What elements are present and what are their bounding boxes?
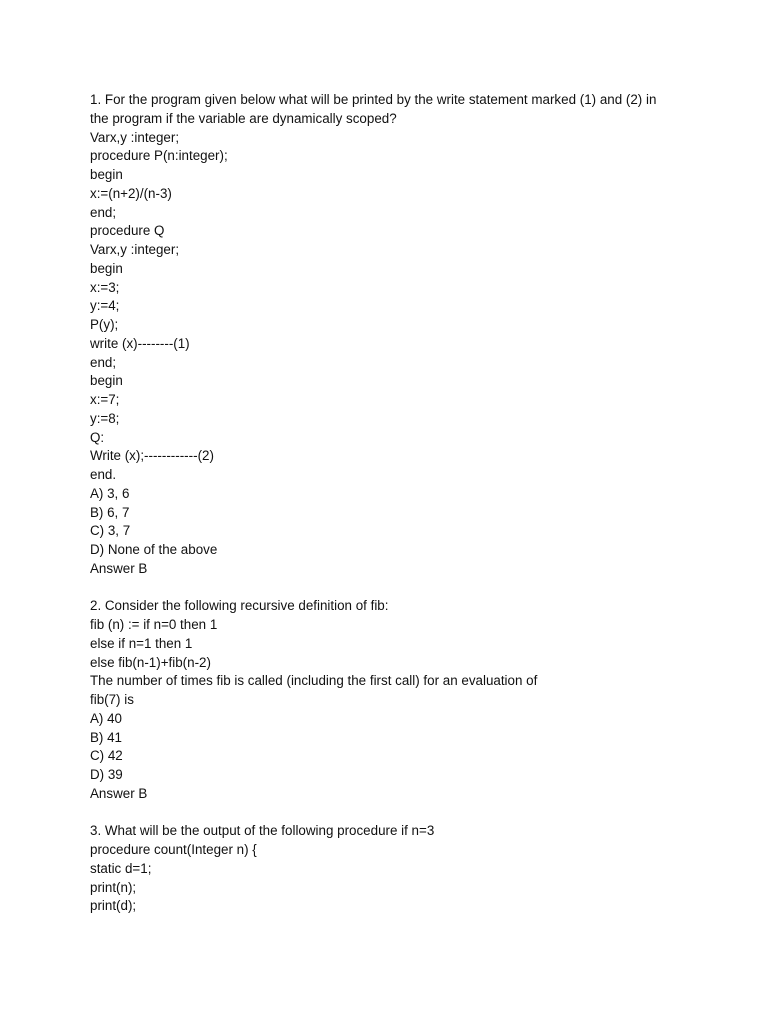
question-1-text-line-2: the program if the variable are dynamically scoped?	[90, 110, 397, 126]
code-line: Varx,y :integer;	[90, 242, 180, 257]
code-line: end;	[90, 204, 117, 220]
option-c: C) 42	[90, 748, 123, 764]
code-line: Q:	[90, 429, 105, 445]
question-3-text-line-1: 3. What will be the output of the following procedure if n=3	[90, 823, 435, 839]
option-b: B) 41	[90, 729, 123, 745]
code-line: Varx,y :integer;	[90, 129, 180, 145]
code-line: Write (x);------------(2)	[90, 448, 214, 464]
code-line: write (x)--------(1)	[90, 335, 190, 351]
code-line: x:=7;	[90, 392, 120, 407]
document-page	[90, 91, 740, 916]
question-1-text-line-1: 1. For the program given below what will be printed by the write statement marked (1) and (2) in	[90, 92, 657, 107]
code-line: static d=1;	[90, 860, 152, 876]
question-2-text-line-2: The number of times fib is called (including the first call) for an evaluation of	[90, 673, 538, 689]
code-line: procedure Q	[90, 223, 165, 239]
answer: Answer B	[90, 785, 148, 801]
option-a: A) 40	[90, 710, 123, 726]
paragraph-gap	[90, 804, 740, 823]
code-line: end.	[90, 467, 117, 482]
code-line: x:=(n+2)/(n-3)	[90, 185, 172, 201]
code-line: begin	[90, 373, 123, 389]
code-line: else fib(n-1)+fib(n-2)	[90, 654, 211, 670]
code-line: print(d);	[90, 898, 137, 914]
question-1	[90, 91, 740, 579]
question-2-text-line-1: 2. Consider the following recursive definition of fib:	[90, 598, 389, 614]
paragraph-gap	[90, 579, 740, 598]
code-line: begin	[90, 167, 123, 182]
code-line: procedure count(Integer n) {	[90, 842, 257, 857]
code-line: end;	[90, 354, 117, 370]
option-d: D) None of the above	[90, 542, 218, 557]
question-2-text-line-3: fib(7) is	[90, 692, 134, 707]
code-line: begin	[90, 260, 123, 276]
option-b: B) 6, 7	[90, 504, 130, 520]
answer: Answer B	[90, 560, 148, 576]
code-line: print(n);	[90, 879, 137, 895]
code-line: fib (n) := if n=0 then 1	[90, 617, 218, 632]
code-line: else if n=1 then 1	[90, 635, 193, 651]
question-2	[90, 597, 740, 803]
option-a: A) 3, 6	[90, 485, 130, 501]
question-3	[90, 822, 740, 916]
code-line: x:=3;	[90, 279, 120, 295]
option-c: C) 3, 7	[90, 523, 131, 539]
code-line: P(y);	[90, 317, 119, 332]
code-line: y:=8;	[90, 410, 120, 426]
code-line: y:=4;	[90, 298, 120, 314]
option-d: D) 39	[90, 767, 123, 782]
code-line: procedure P(n:integer);	[90, 148, 228, 164]
